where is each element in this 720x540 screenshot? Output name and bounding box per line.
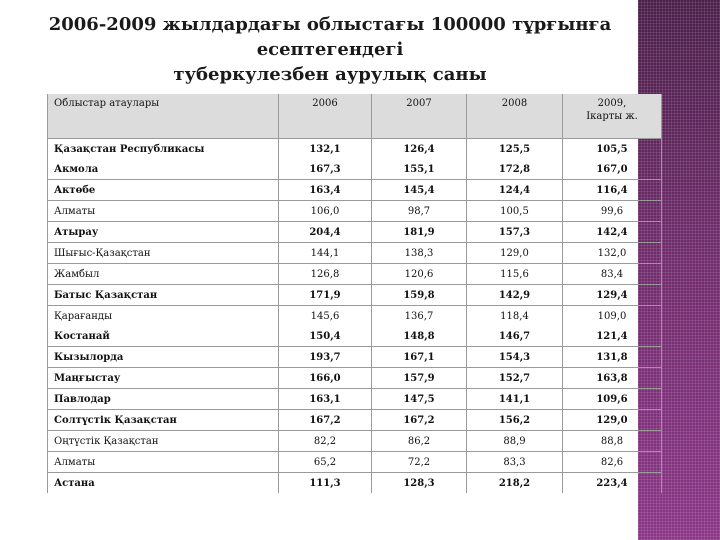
region-name: Алматы [48, 452, 279, 473]
region-name: Батыс Қазақстан [48, 285, 279, 306]
value-2006: 193,7 [279, 347, 372, 368]
table-row [48, 159, 662, 180]
value-2006: 163,1 [279, 389, 372, 410]
region-name: Кызылорда [48, 347, 279, 368]
value-2008: 142,9 [467, 285, 563, 306]
value-2006: 106,0 [279, 201, 372, 222]
value-2008: 88,9 [467, 431, 563, 452]
value-2008: 124,4 [467, 180, 563, 201]
value-2007: 167,1 [372, 347, 467, 368]
value-2007: 128,3 [372, 473, 467, 494]
tuberculosis-table [47, 94, 662, 493]
table-row [48, 410, 662, 431]
value-2009: 223,4 [563, 473, 662, 494]
value-2009: 88,8 [563, 431, 662, 452]
table-row [48, 139, 662, 160]
region-name: Оңтүстік Қазақстан [48, 431, 279, 452]
value-2007: 86,2 [372, 431, 467, 452]
value-2009: 109,0 [563, 306, 662, 327]
region-name: Атырау [48, 222, 279, 243]
region-name: Павлодар [48, 389, 279, 410]
table-row [48, 201, 662, 222]
table-row [48, 285, 662, 306]
table-row [48, 389, 662, 410]
table-body [48, 139, 662, 494]
value-2008: 157,3 [467, 222, 563, 243]
value-2008: 172,8 [467, 159, 563, 180]
region-name: Қазақстан Республикасы [48, 139, 279, 160]
region-name: Акмола [48, 159, 279, 180]
value-2009: 109,6 [563, 389, 662, 410]
value-2006: 167,3 [279, 159, 372, 180]
value-2006: 167,2 [279, 410, 372, 431]
value-2006: 126,8 [279, 264, 372, 285]
table-row [48, 473, 662, 494]
slide-title [30, 12, 630, 87]
title-line-2: туберкулезбен аурулық саны [173, 64, 487, 85]
value-2006: 204,4 [279, 222, 372, 243]
value-2009: 83,4 [563, 264, 662, 285]
value-2006: 166,0 [279, 368, 372, 389]
value-2008: 115,6 [467, 264, 563, 285]
table-row [48, 326, 662, 347]
value-2009: 121,4 [563, 326, 662, 347]
value-2008: 146,7 [467, 326, 563, 347]
region-name: Маңғыстау [48, 368, 279, 389]
header-2009 [563, 94, 662, 139]
value-2006: 111,3 [279, 473, 372, 494]
value-2007: 120,6 [372, 264, 467, 285]
table-row [48, 347, 662, 368]
value-2009: 142,4 [563, 222, 662, 243]
header-2008: 2008 [467, 94, 563, 139]
value-2006: 82,2 [279, 431, 372, 452]
value-2008: 156,2 [467, 410, 563, 431]
title-line-1: 2006-2009 жылдардағы облыстағы 100000 тұрғынға есептегендегі [48, 14, 612, 60]
table-row [48, 306, 662, 327]
value-2006: 171,9 [279, 285, 372, 306]
table-row [48, 264, 662, 285]
value-2008: 129,0 [467, 243, 563, 264]
value-2008: 125,5 [467, 139, 563, 160]
header-2009-year: 2009, [597, 98, 627, 109]
value-2009: 116,4 [563, 180, 662, 201]
value-2006: 65,2 [279, 452, 372, 473]
region-name: Актөбе [48, 180, 279, 201]
value-2006: 132,1 [279, 139, 372, 160]
value-2009: 132,0 [563, 243, 662, 264]
value-2007: 155,1 [372, 159, 467, 180]
region-name: Костанай [48, 326, 279, 347]
value-2007: 98,7 [372, 201, 467, 222]
value-2008: 100,5 [467, 201, 563, 222]
region-name: Жамбыл [48, 264, 279, 285]
region-name: Солтүстік Қазақстан [48, 410, 279, 431]
value-2007: 138,3 [372, 243, 467, 264]
value-2009: 105,5 [563, 139, 662, 160]
value-2007: 136,7 [372, 306, 467, 327]
value-2007: 145,4 [372, 180, 467, 201]
region-name: Шығыс-Қазақстан [48, 243, 279, 264]
region-name: Астана [48, 473, 279, 494]
value-2007: 126,4 [372, 139, 467, 160]
value-2009: 131,8 [563, 347, 662, 368]
value-2007: 148,8 [372, 326, 467, 347]
value-2009: 82,6 [563, 452, 662, 473]
table-row [48, 222, 662, 243]
header-row [48, 94, 662, 139]
table-row [48, 180, 662, 201]
header-2009-note: Ікарты ж. [586, 111, 638, 122]
value-2006: 150,4 [279, 326, 372, 347]
header-2007: 2007 [372, 94, 467, 139]
value-2009: 129,4 [563, 285, 662, 306]
value-2009: 129,0 [563, 410, 662, 431]
header-region: Облыстар атаулары [48, 94, 279, 139]
value-2008: 218,2 [467, 473, 563, 494]
value-2006: 144,1 [279, 243, 372, 264]
value-2009: 99,6 [563, 201, 662, 222]
value-2006: 163,4 [279, 180, 372, 201]
table-row [48, 452, 662, 473]
value-2008: 118,4 [467, 306, 563, 327]
value-2007: 72,2 [372, 452, 467, 473]
region-name: Қарағанды [48, 306, 279, 327]
value-2007: 159,8 [372, 285, 467, 306]
header-2006: 2006 [279, 94, 372, 139]
table-row [48, 431, 662, 452]
value-2007: 157,9 [372, 368, 467, 389]
table-row [48, 243, 662, 264]
value-2008: 154,3 [467, 347, 563, 368]
value-2008: 83,3 [467, 452, 563, 473]
table-row [48, 368, 662, 389]
value-2007: 147,5 [372, 389, 467, 410]
value-2009: 167,0 [563, 159, 662, 180]
value-2007: 181,9 [372, 222, 467, 243]
value-2008: 141,1 [467, 389, 563, 410]
value-2009: 163,8 [563, 368, 662, 389]
value-2007: 167,2 [372, 410, 467, 431]
value-2006: 145,6 [279, 306, 372, 327]
region-name: Алматы [48, 201, 279, 222]
value-2008: 152,7 [467, 368, 563, 389]
